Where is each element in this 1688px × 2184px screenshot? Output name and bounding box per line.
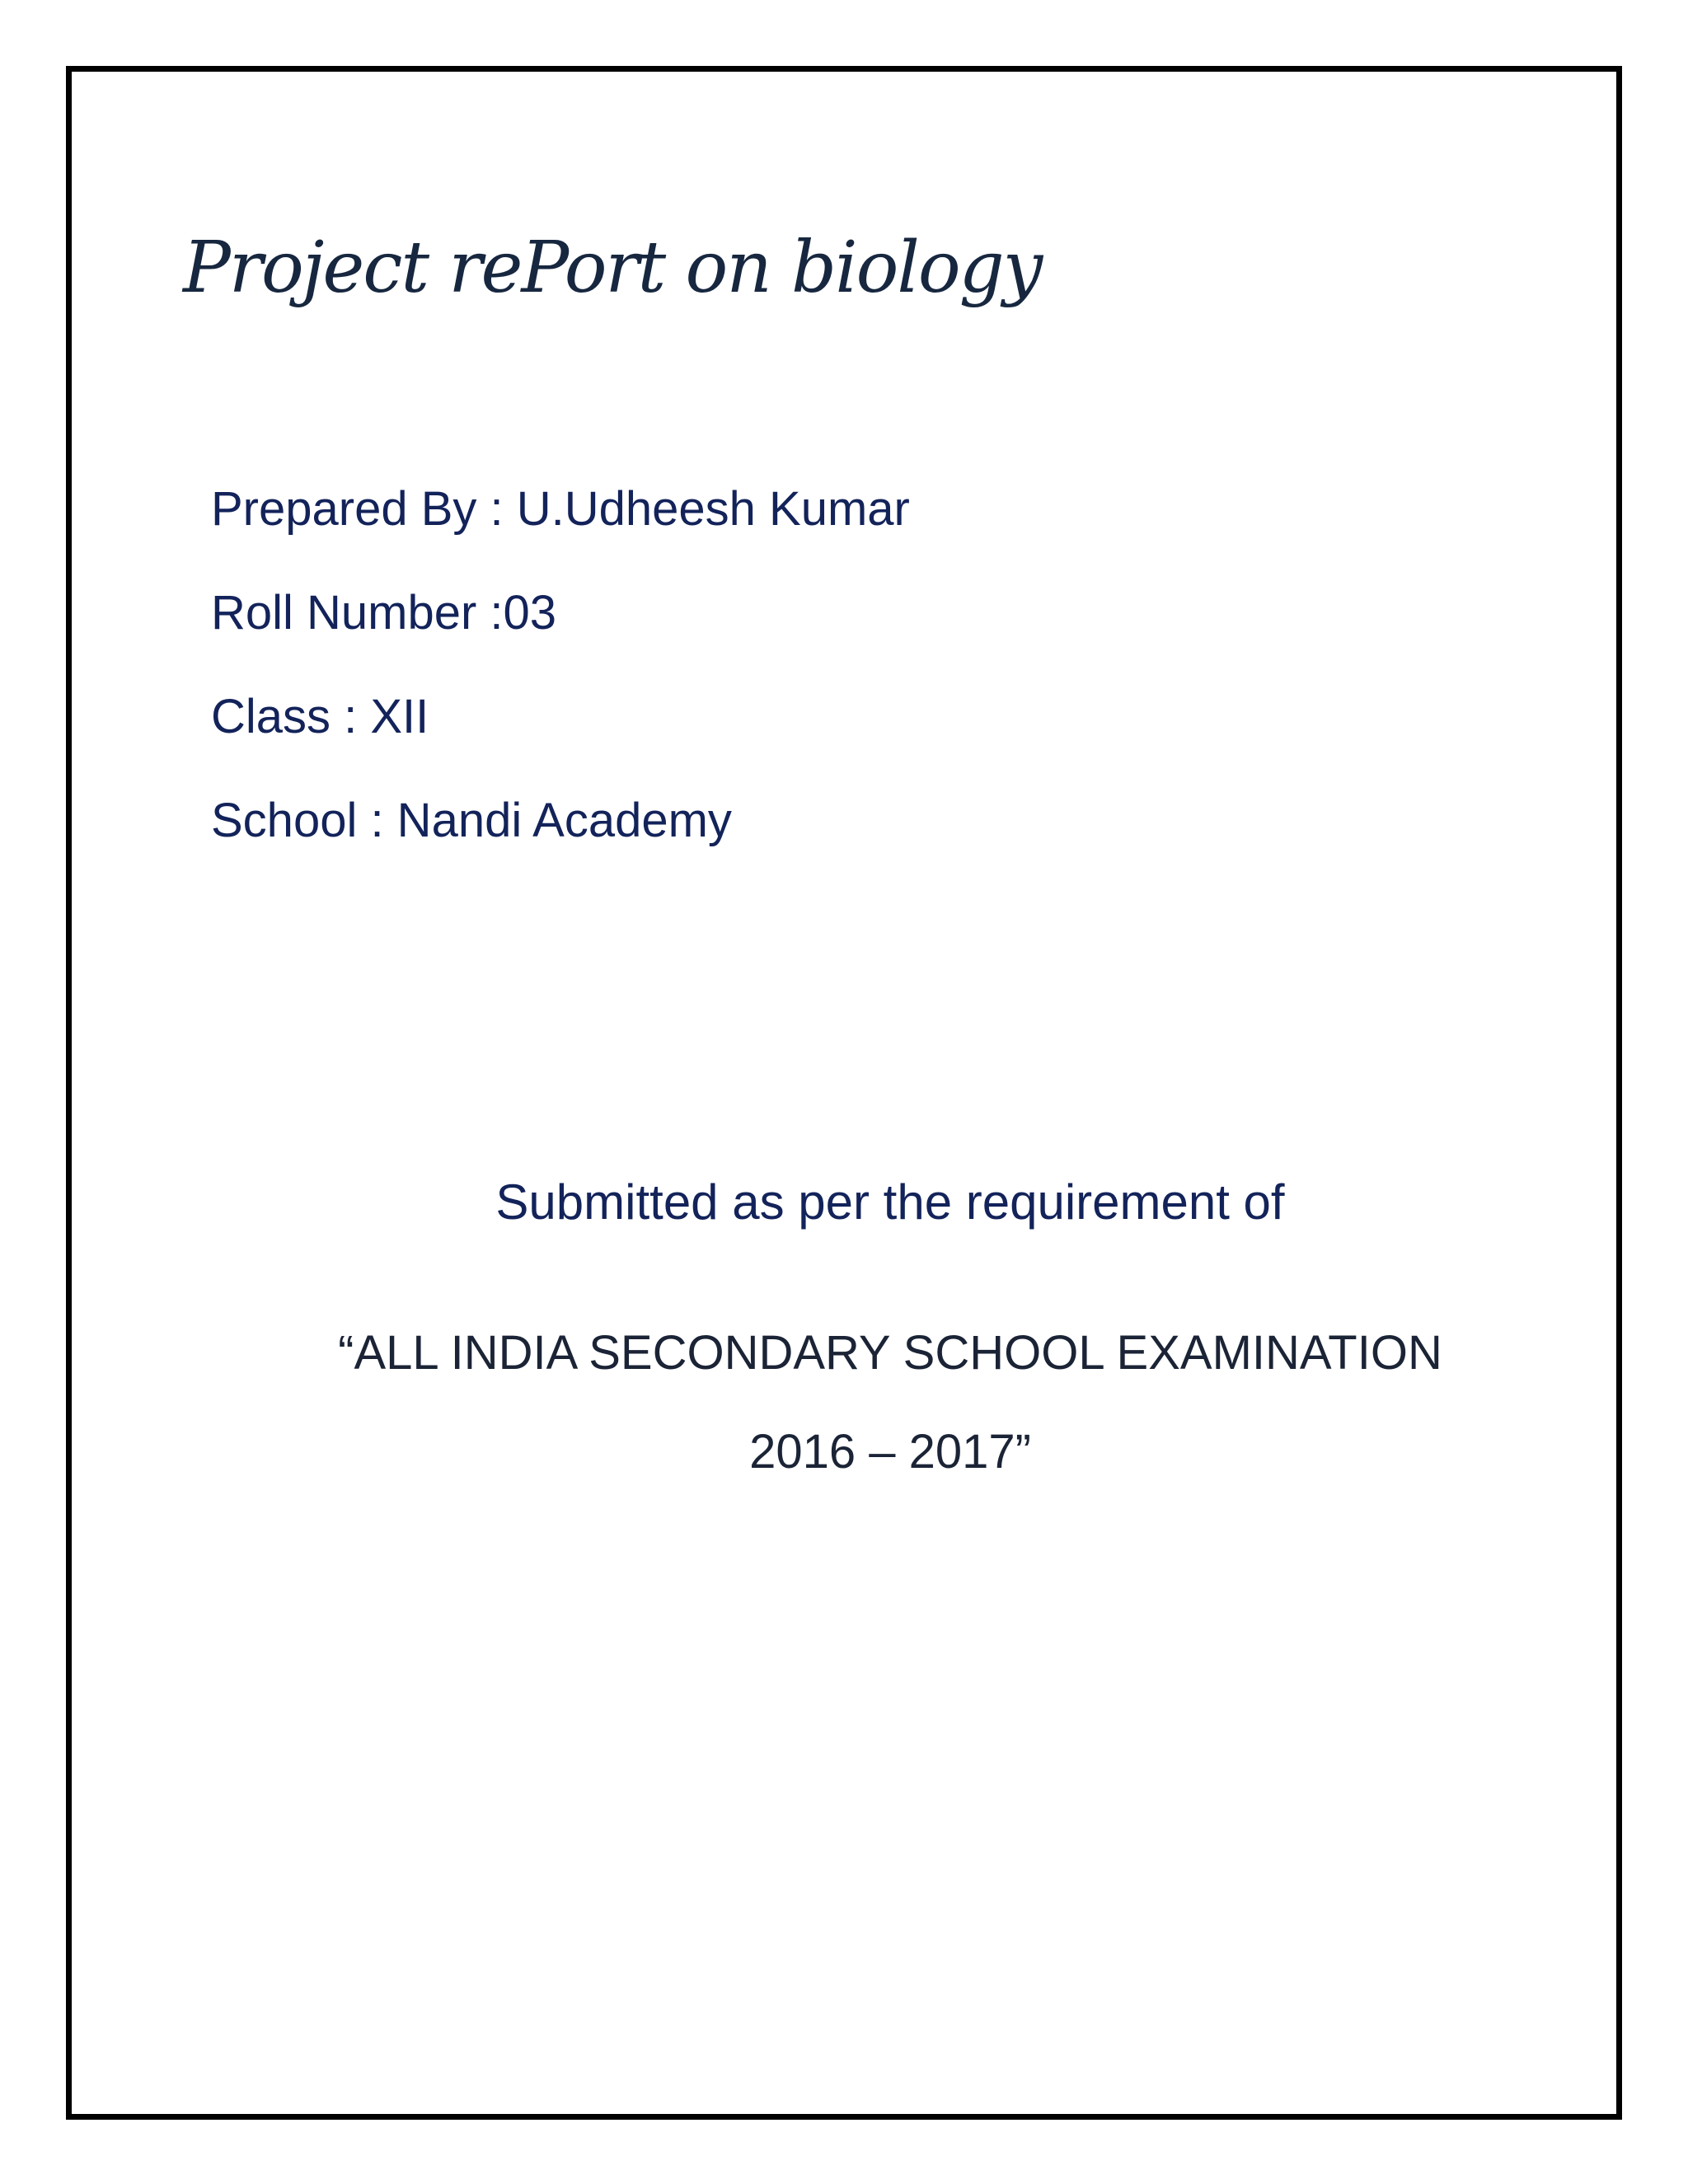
examination-year: 2016 – 2017” [749,1425,1031,1479]
examination-title: “ALL INDIA SECONDARY SCHOOL EXAMINATION [338,1326,1442,1380]
submitted-statement: Submitted as per the requirement of [495,1174,1285,1230]
report-title: Project rePort on biology [183,227,1042,309]
page-border [66,66,1622,2120]
class: Class : XII [211,690,429,743]
prepared-by: Prepared By : U.Udheesh Kumar [211,482,910,536]
roll-number: Roll Number :03 [211,586,557,640]
student-details [211,476,910,892]
school: School : Nandi Academy [211,794,732,847]
examination-name [0,1304,1688,1502]
